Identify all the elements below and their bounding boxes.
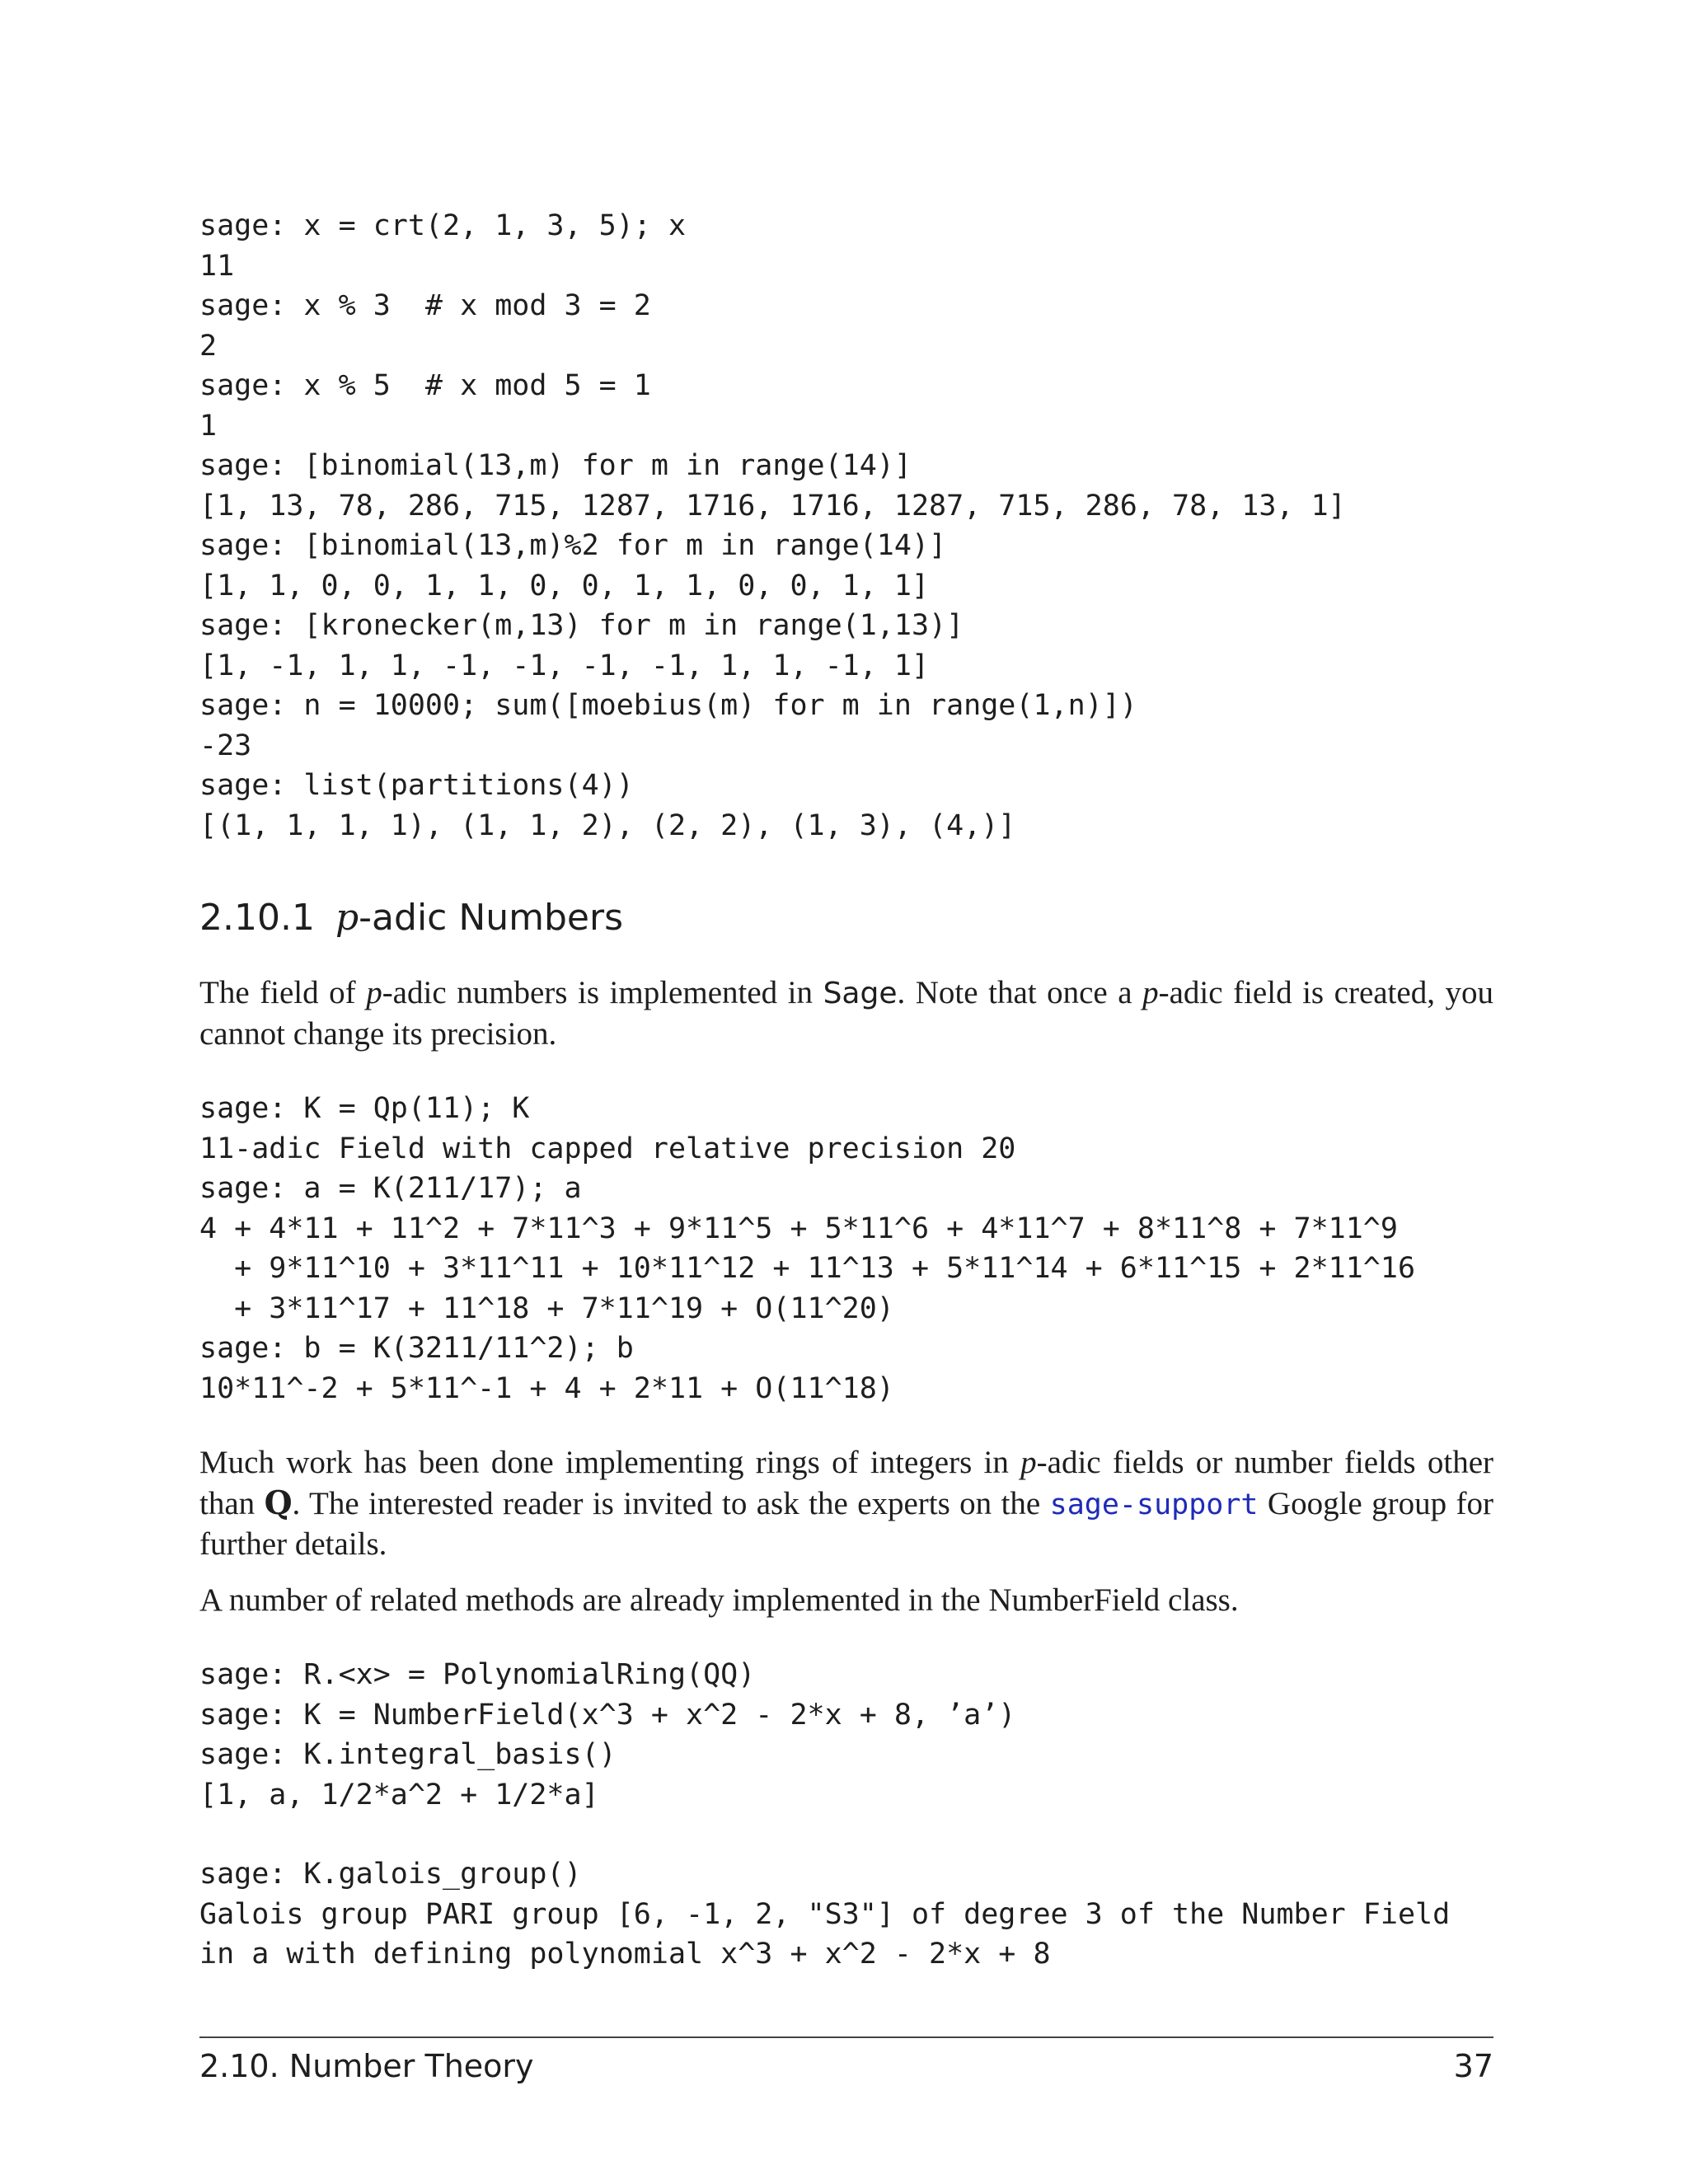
code-line: 11 [199, 249, 235, 283]
code-line: sage: b = K(3211/11^2); b [199, 1332, 634, 1365]
section-number: 2.10.1 [199, 897, 315, 939]
code-line: sage: K = NumberField(x^3 + x^2 - 2*x + 8, ’a’) [199, 1698, 1016, 1732]
code-line: sage: n = 10000; sum([moebius(m) for m in range(1,n)]) [199, 689, 1137, 722]
code-line: 4 + 4*11 + 11^2 + 7*11^3 + 9*11^5 + 5*11^6 + 4*11^7 + 8*11^8 + 7*11^9 [199, 1212, 1398, 1245]
sage-name: Sage [823, 977, 898, 1010]
sage-support-link[interactable]: sage-support [1049, 1488, 1259, 1521]
code-line: sage: x % 5 # x mod 5 = 1 [199, 369, 651, 402]
text-run: -adic numbers is implemented in [382, 975, 823, 1010]
code-line: Galois group PARI group [6, -1, 2, "S3"] of degree 3 of the Number Field [199, 1897, 1451, 1931]
code-line: sage: [binomial(13,m)%2 for m in range(14)] [199, 529, 947, 562]
footer-rule [199, 2036, 1493, 2038]
math-q: Q [264, 1483, 293, 1522]
code-line: 11-adic Field with capped relative precision 20 [199, 1132, 1016, 1165]
code-line: sage: [binomial(13,m) for m in range(14)] [199, 449, 912, 482]
code-block-galois [199, 1854, 1493, 1975]
text-run: The field of [199, 975, 367, 1010]
text-run: Much work has been done implementing rings of integers in [199, 1445, 1021, 1480]
text-run: -adic fields or number fields other than [199, 1445, 1493, 1521]
footer-section-title: 2.10. Number Theory [199, 2048, 534, 2084]
section-heading [199, 897, 1493, 939]
code-line: 2 [199, 329, 218, 363]
page-content [199, 206, 1493, 1975]
math-p: p [1020, 1445, 1037, 1480]
text-run: Google group for further details. [199, 1485, 1493, 1562]
code-line: + 9*11^10 + 3*11^11 + 10*11^12 + 11^13 + 5*11^14 + 6*11^15 + 2*11^16 [199, 1252, 1416, 1285]
paragraph-numberfield [199, 1581, 1493, 1621]
code-line: sage: [kronecker(m,13) for m in range(1,13)] [199, 609, 964, 642]
math-p: p [366, 975, 382, 1010]
page-number: 37 [1453, 2048, 1493, 2084]
code-line: 1 [199, 409, 218, 443]
code-line: sage: list(partitions(4)) [199, 769, 634, 802]
section-title-italic: p [335, 897, 359, 939]
code-line: [1, -1, 1, 1, -1, -1, -1, -1, 1, 1, -1, 1] [199, 649, 930, 682]
text-run: A number of related methods are already implemented in the NumberField class. [199, 1582, 1239, 1618]
code-line: sage: x = crt(2, 1, 3, 5); x [199, 209, 687, 242]
code-block-padic [199, 1089, 1493, 1408]
code-line: sage: R.<x> = PolynomialRing(QQ) [199, 1658, 756, 1691]
code-line: 10*11^-2 + 5*11^-1 + 4 + 2*11 + O(11^18) [199, 1371, 894, 1405]
code-block-crt [199, 206, 1493, 846]
text-run: -adic field is created, you cannot change its precision. [199, 975, 1493, 1052]
code-line: sage: K.galois_group() [199, 1858, 582, 1891]
text-run: . Note that once a [897, 975, 1143, 1010]
code-line: [1, 1, 0, 0, 1, 1, 0, 0, 1, 1, 0, 0, 1, 1] [199, 569, 930, 602]
code-line: [1, a, 1/2*a^2 + 1/2*a] [199, 1778, 599, 1811]
code-line: sage: a = K(211/17); a [199, 1172, 582, 1205]
page-footer [199, 2048, 1493, 2084]
code-line: [(1, 1, 1, 1), (1, 1, 2), (2, 2), (1, 3), (4,)] [199, 808, 1016, 842]
code-line: sage: x % 3 # x mod 3 = 2 [199, 289, 651, 322]
code-line: sage: K = Qp(11); K [199, 1092, 530, 1125]
code-line: + 3*11^17 + 11^18 + 7*11^19 + O(11^20) [199, 1291, 894, 1325]
math-p: p [1142, 975, 1159, 1010]
code-line: [1, 13, 78, 286, 715, 1287, 1716, 1716, 1287, 715, 286, 78, 13, 1] [199, 489, 1346, 523]
paragraph-rings-of-integers [199, 1443, 1493, 1565]
paragraph-padic-intro [199, 973, 1493, 1054]
text-run: . The interested reader is invited to ask the experts on the [292, 1485, 1050, 1521]
section-title: -adic Numbers [359, 897, 624, 939]
code-line: in a with defining polynomial x^3 + x^2 - 2*x + 8 [199, 1938, 1051, 1971]
code-line: -23 [199, 729, 252, 762]
code-block-numberfield [199, 1655, 1493, 1815]
code-line: sage: K.integral_basis() [199, 1738, 617, 1771]
